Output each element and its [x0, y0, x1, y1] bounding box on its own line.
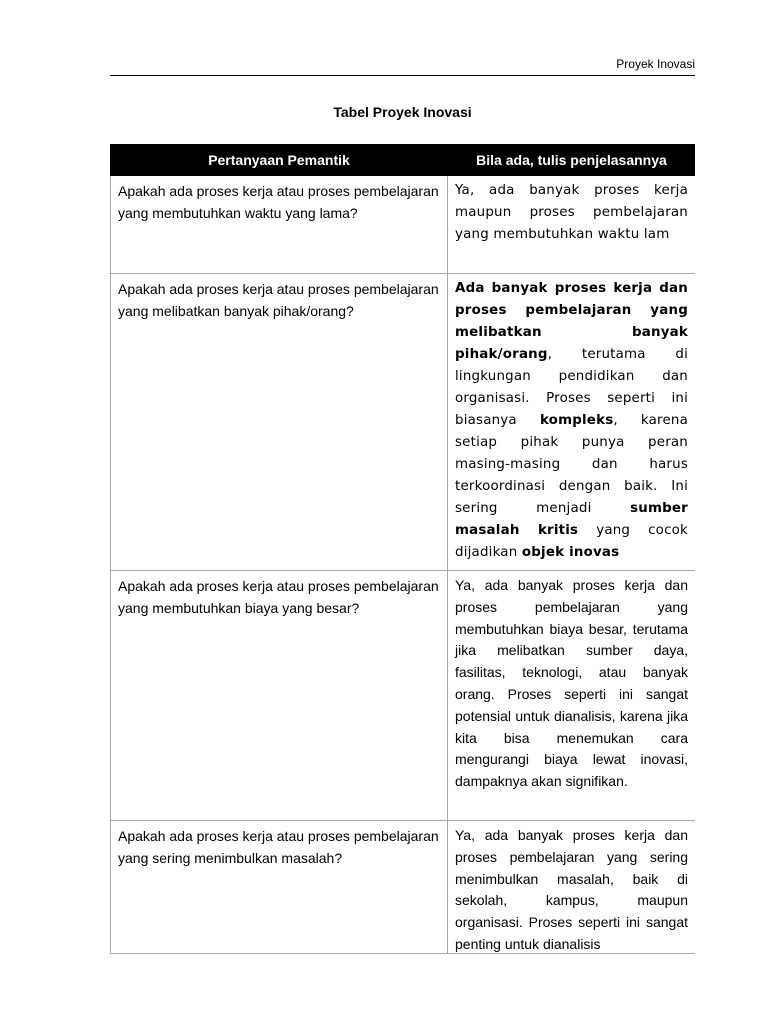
table-viewport [110, 144, 695, 954]
question-cell: Apakah ada proses kerja atau proses pembelajaran yang membutuhkan waktu yang lama? [111, 176, 448, 274]
answer-cell [448, 821, 696, 955]
answer-cell [448, 571, 696, 821]
table-row [111, 176, 696, 274]
answer-text: Ya, ada banyak proses kerja dan proses pembelajaran yang sering menimbulkan masalah, baik di sekolah, kampus, maupun organisasi. Proses seperti ini sangat penting untuk dianalisis [455, 827, 688, 952]
answer-text: , karena setiap pihak punya peran masing-masing dan harus terkoordinasi dengan baik. Ini sering menjadi [455, 413, 688, 516]
table-row [111, 821, 696, 955]
header-rule [110, 75, 695, 76]
answer-bold-text: kompleks [539, 413, 614, 428]
answer-bold-text: sumber masalah kritis [455, 501, 688, 538]
table-row [111, 274, 696, 571]
table-row [111, 571, 696, 821]
question-cell: Apakah ada proses kerja atau proses pembelajaran yang melibatkan banyak pihak/orang? [111, 274, 448, 571]
answer-text: Ya, ada banyak proses kerja maupun proses pembelajaran yang membutuhkan waktu lam [455, 183, 688, 242]
question-cell: Apakah ada proses kerja atau proses pembelajaran yang membutuhkan biaya yang besar? [111, 571, 448, 821]
answer-bold-text: Ada banyak proses kerja dan proses pembelajaran yang melibatkan banyak pihak/orang [455, 281, 688, 362]
answer-cell [448, 274, 696, 571]
question-cell: Apakah ada proses kerja atau proses pembelajaran yang sering menimbulkan masalah? [111, 821, 448, 955]
answer-text: yang cocok dijadikan [455, 523, 688, 560]
answer-text: Ya, ada banyak proses kerja dan proses pembelajaran yang membutuhkan biaya besar, terutama jika melibatkan sumber daya, fasilitas, teknologi, atau banyak orang. Proses seperti ini sangat potensial untuk dianalisis, karena jika kita bisa menemukan cara mengurangi biaya lewat inovasi, dampaknya akan signifikan. [455, 577, 688, 790]
column-header-answer: Bila ada, tulis penjelasannya [448, 145, 696, 176]
innovation-table [110, 144, 695, 954]
column-header-question: Pertanyaan Pemantik [111, 145, 448, 176]
document-title: Tabel Proyek Inovasi [333, 104, 472, 120]
answer-bold-text: objek inovas [521, 545, 620, 560]
answer-cell [448, 176, 696, 274]
table-header-row [111, 145, 696, 176]
running-header: Proyek Inovasi [616, 57, 695, 71]
answer-text: , terutama di lingkungan pendidikan dan organisasi. Proses seperti ini biasanya [455, 347, 688, 428]
